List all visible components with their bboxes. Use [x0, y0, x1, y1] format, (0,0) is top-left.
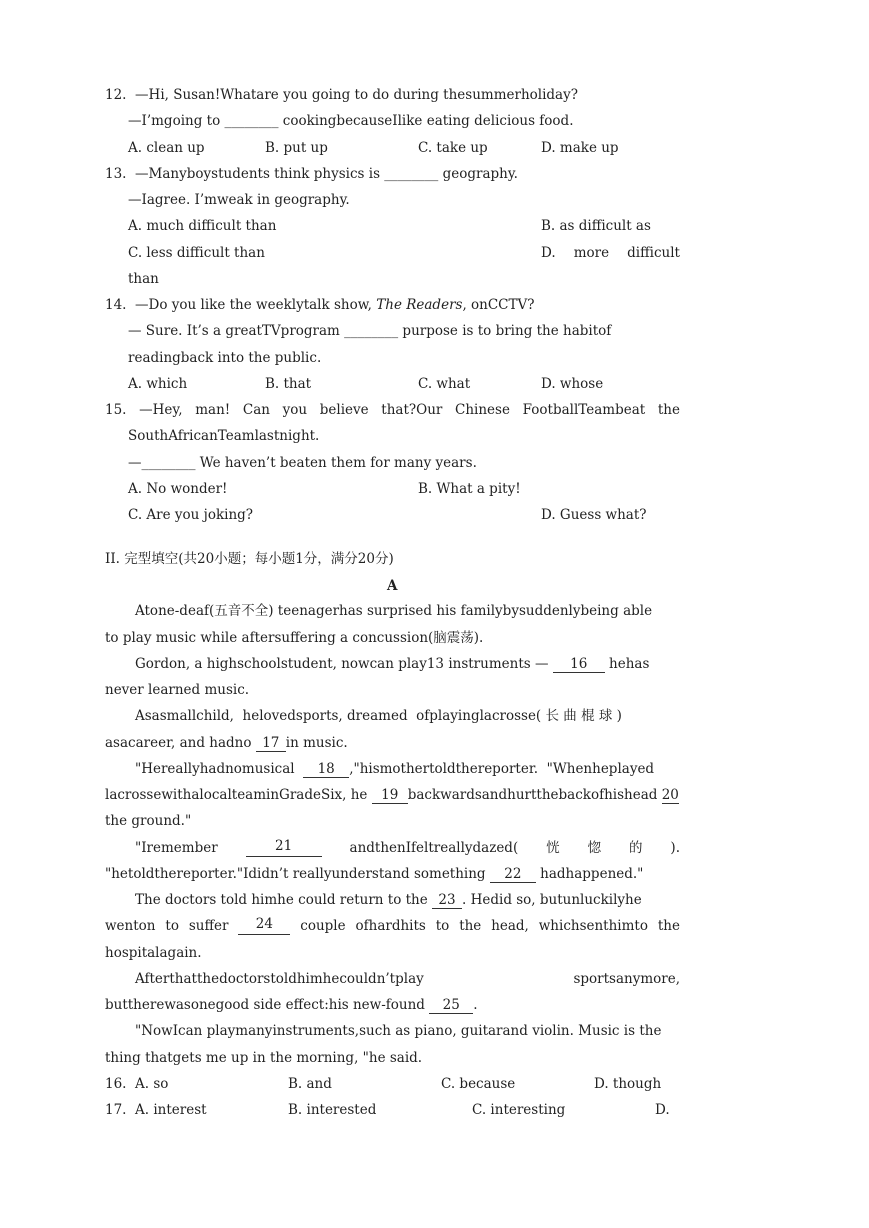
q16-option-a: A. so — [135, 1076, 169, 1092]
passage-p5-line2: "hetoldthereporter."Ididn’t reallyunderstand something 22 hadhappened." — [105, 866, 644, 882]
q13-stem: 13. —Manyboystudents think physics is ________ geography. — [105, 166, 518, 182]
q15-stem: 15. —Hey, man! Can you believe that?Our Chinese FootballTeambeat the — [105, 402, 680, 418]
q17-option-d: D. — [655, 1102, 670, 1118]
q16-number: 16. — [105, 1076, 127, 1092]
q12-option-d: D. make up — [541, 140, 619, 156]
q14-option-d: D. whose — [541, 376, 604, 392]
passage-label: A — [387, 578, 398, 594]
passage-p1-line2: to play music while aftersuffering a concussion(脑震荡). — [105, 630, 484, 646]
passage-p8-line2: thing thatgets me up in the morning, "he said. — [105, 1050, 423, 1066]
q12-option-a: A. clean up — [128, 140, 205, 156]
section-heading: II. 完型填空(共20小题；每小题1分，满分20分) — [105, 551, 394, 567]
q13-option-d-cont: than — [128, 271, 159, 287]
q15-option-d: D. Guess what? — [541, 507, 647, 523]
q14-blank: ________ — [344, 323, 399, 339]
q15-reply: —________ We haven’t beaten them for many years. — [128, 455, 477, 471]
q13-option-c: C. less difficult than — [128, 245, 265, 261]
q13-reply: —Iagree. I’mweak in geography. — [128, 192, 350, 208]
q14-reply-line1: — Sure. It’s a greatTVprogram ________ purpose is to bring the habitof — [128, 323, 612, 339]
q17-number: 17. — [105, 1102, 127, 1118]
q13-option-b: B. as difficult as — [541, 218, 651, 234]
blank-19: 19 — [372, 788, 408, 804]
q16-option-c: C. because — [441, 1076, 516, 1092]
q12-option-b: B. put up — [265, 140, 328, 156]
q15-option-c: C. Are you joking? — [128, 507, 254, 523]
q14-reply-line2: readingback into the public. — [128, 350, 322, 366]
passage-p6-line2: wenton to suffer 24 couple ofhardhits to the head, whichsenthimto the — [105, 916, 680, 934]
passage-p7-line1: Afterthatthedoctorstoldhimhecouldn’tplay sportsanymore, — [135, 971, 680, 987]
q15-option-a: A. No wonder! — [128, 481, 228, 497]
blank-18: 18 — [303, 762, 349, 778]
passage-p6-line3: hospitalagain. — [105, 945, 202, 961]
q14-stem: 14. —Do you like the weeklytalk show, The Readers, onCCTV? — [105, 297, 535, 313]
passage-p1-line1: Atone-deaf(五音不全) teenagerhas surprised his familybysuddenlybeing able — [135, 603, 653, 619]
passage-p7-line2: buttherewasonegood side effect:his new-found 25 . — [105, 997, 478, 1013]
passage-p2-line2: never learned music. — [105, 682, 250, 698]
q12-reply: —I’mgoing to ________ cookingbecauseIlike eating delicious food. — [128, 113, 574, 129]
q14-option-a: A. which — [128, 376, 188, 392]
passage-p3-line2: asacareer, and hadno 17 in music. — [105, 735, 348, 751]
q15-option-b: B. What a pity! — [418, 481, 521, 497]
passage-p6-line1: The doctors told himhe could return to the 23 . Hedid so, butunluckilyhe — [135, 892, 642, 908]
blank-23: 23 — [432, 893, 462, 909]
q16-option-b: B. and — [288, 1076, 332, 1092]
passage-p2-line1: Gordon, a highschoolstudent, nowcan play13 instruments — 16 hehas — [135, 656, 650, 672]
q12-option-c: C. take up — [418, 140, 488, 156]
q13-option-a: A. much difficult than — [128, 218, 277, 234]
q17-option-a: A. interest — [135, 1102, 207, 1118]
blank-22: 22 — [490, 867, 536, 883]
q17-option-b: B. interested — [288, 1102, 377, 1118]
q16-option-d: D. though — [594, 1076, 662, 1092]
q15-stem-cont: SouthAfricanTeamlastnight. — [128, 428, 320, 444]
passage-p5-line1: "Iremember 21 andthenIfeltreallydazed( 恍 惚 的 ). — [135, 838, 680, 856]
blank-24: 24 — [238, 917, 290, 935]
q12-blank: ________ — [224, 113, 279, 129]
blank-21: 21 — [246, 839, 322, 857]
passage-p3-line1: Asasmallchild, helovedsports, dreamed ofplayinglacrosse( 长 曲 棍 球 ) — [135, 708, 622, 724]
show-title: The Readers — [376, 297, 463, 313]
blank-16: 16 — [553, 657, 605, 673]
q17-option-c: C. interesting — [472, 1102, 566, 1118]
passage-p4-line1: "Hereallyhadnomusical 18 ,"hismothertoldthereporter. "Whenheplayed — [135, 761, 655, 777]
blank-25: 25 — [429, 998, 473, 1014]
q14-option-c: C. what — [418, 376, 471, 392]
q14-option-b: B. that — [265, 376, 312, 392]
q15-blank: ________ — [141, 455, 196, 471]
passage-p4-line2: lacrossewithalocalteaminGradeSix, he 19 backwardsandhurtthebackofhishead 20 — [105, 787, 679, 803]
passage-p8-line1: "NowIcan playmanyinstruments,such as piano, guitarand violin. Music is the — [135, 1023, 662, 1039]
blank-20: 20 — [661, 787, 679, 803]
blank-17: 17 — [256, 736, 286, 752]
q13-option-d: D. more difficult — [541, 245, 680, 261]
q13-blank: ________ — [384, 166, 439, 182]
passage-p4-line3: the ground." — [105, 813, 192, 829]
q12-stem: 12. —Hi, Susan!Whatare you going to do during thesummerholiday? — [105, 87, 578, 103]
